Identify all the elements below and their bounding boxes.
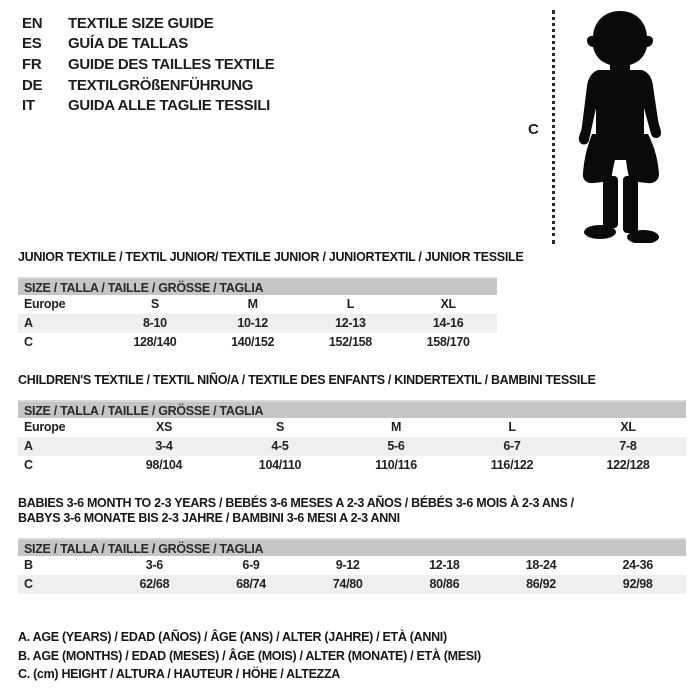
- table-title-line: CHILDREN'S TEXTILE / TEXTIL NIÑO/A / TEXTILE DES ENFANTS / KINDERTEXTIL / BAMBINI TESSILE: [18, 373, 596, 387]
- table-header-bar: SIZE / TALLA / TAILLE / GRÖSSE / TAGLIA: [18, 538, 686, 556]
- legend-notes: [18, 628, 481, 684]
- table-cell: 122/128: [606, 458, 650, 472]
- table-cell: 92/98: [622, 577, 653, 591]
- row-label: C: [24, 335, 33, 349]
- table-cell: S: [150, 297, 159, 311]
- legend-note-line: B. AGE (MONTHS) / EDAD (MESES) / ÂGE (MOIS) / ALTER (MONATE) / ETÀ (MESI): [18, 648, 481, 663]
- table-cell: 98/104: [145, 458, 183, 472]
- height-measure-label: C: [528, 121, 539, 138]
- language-title: GUIDE DES TAILLES TEXTILE: [68, 55, 275, 73]
- size-table: [18, 400, 686, 475]
- table-cell: XL: [440, 297, 456, 311]
- table-cell: 68/74: [236, 577, 266, 591]
- table-cell: M: [390, 420, 402, 434]
- table-cell: 3-6: [145, 558, 163, 572]
- table-cell: 12-18: [429, 558, 460, 572]
- language-row: [22, 13, 274, 34]
- language-list: [22, 13, 274, 116]
- table-row: [18, 556, 686, 575]
- table-cell: 62/68: [139, 577, 170, 591]
- table-row: [18, 314, 497, 333]
- table-cell: 104/110: [258, 458, 302, 472]
- row-label: C: [24, 458, 33, 472]
- table-title: [18, 373, 686, 388]
- language-title: TEXTILGRÖßENFÜHRUNG: [68, 76, 254, 94]
- table-cell: S: [275, 420, 285, 434]
- table-cell: XS: [155, 420, 173, 434]
- row-label: Europe: [24, 420, 66, 434]
- language-row: [22, 34, 274, 55]
- table-cell: 3-4: [155, 439, 173, 453]
- table-cell: XL: [620, 420, 636, 434]
- size-table: [18, 538, 686, 594]
- language-row: [22, 95, 274, 116]
- baby-silhouette-icon: [558, 8, 683, 243]
- table-cell: 128/140: [133, 335, 177, 349]
- table-title-line: BABYS 3-6 MONATE BIS 2-3 JAHRE / BAMBINI 3-6 MESI A 2-3 ANNI: [18, 511, 400, 525]
- table-cell: 4-5: [271, 439, 289, 453]
- language-code: EN: [22, 14, 43, 32]
- table-cell: 6-9: [242, 558, 260, 572]
- table-cell: 12-13: [335, 316, 366, 330]
- row-label: Europe: [24, 297, 66, 311]
- language-code: ES: [22, 35, 42, 53]
- table-row: [18, 418, 686, 437]
- language-title: GUÍA DE TALLAS: [68, 35, 188, 53]
- table-cell: 158/170: [426, 335, 470, 349]
- language-code: FR: [22, 55, 42, 73]
- table-title-line: JUNIOR TEXTILE / TEXTIL JUNIOR/ TEXTILE JUNIOR / JUNIORTEXTIL / JUNIOR TESSILE: [18, 250, 524, 264]
- table-cell: L: [508, 420, 516, 434]
- table-cell: 6-7: [503, 439, 521, 453]
- table-header-bar: SIZE / TALLA / TAILLE / GRÖSSE / TAGLIA: [18, 400, 686, 418]
- language-row: [22, 54, 274, 75]
- row-label: A: [24, 316, 33, 330]
- table-cell: 86/92: [526, 577, 556, 591]
- language-code: DE: [22, 76, 43, 94]
- table-title: [18, 250, 686, 265]
- table-cell: 24-36: [622, 558, 653, 572]
- table-title: [18, 496, 686, 526]
- table-cell: 74/80: [332, 577, 363, 591]
- table-title-line: BABIES 3-6 MONTH TO 2-3 YEARS / BEBÉS 3-6 MESES A 2-3 AÑOS / BÉBÉS 3-6 MOIS À 2-3 ANS /: [18, 496, 574, 510]
- table-cell: 116/122: [490, 458, 534, 472]
- table-row: [18, 456, 686, 475]
- table-cell: M: [247, 297, 258, 311]
- language-row: [22, 75, 274, 96]
- table-cell: 10-12: [237, 316, 268, 330]
- size-tables-section: [18, 250, 686, 615]
- table-cell: 9-12: [335, 558, 360, 572]
- table-cell: 152/158: [328, 335, 372, 349]
- table-row: [18, 575, 686, 594]
- table-cell: 80/86: [429, 577, 460, 591]
- height-measure-dotted-line: [552, 10, 555, 244]
- table-cell: L: [346, 297, 355, 311]
- legend-note-line: C. (cm) HEIGHT / ALTURA / HAUTEUR / HÖHE / ALTEZZA: [18, 667, 341, 681]
- legend-note-line: A. AGE (YEARS) / EDAD (AÑOS) / ÂGE (ANS) / ALTER (JAHRE) / ETÀ (ANNI): [18, 630, 447, 644]
- table-cell: 8-10: [142, 316, 167, 330]
- size-table: [18, 277, 497, 352]
- row-label: B: [24, 558, 33, 572]
- table-row: [18, 295, 497, 314]
- table-header-bar: SIZE / TALLA / TAILLE / GRÖSSE / TAGLIA: [18, 277, 497, 295]
- table-cell: 110/116: [375, 458, 417, 472]
- table-cell: 18-24: [525, 558, 557, 572]
- row-label: A: [24, 439, 33, 453]
- table-cell: 7-8: [619, 439, 637, 453]
- language-title: TEXTILE SIZE GUIDE: [68, 14, 214, 32]
- table-cell: 140/152: [231, 335, 275, 349]
- table-row: [18, 333, 497, 352]
- table-cell: 5-6: [387, 439, 405, 453]
- language-title: GUIDA ALLE TAGLIE TESSILI: [68, 97, 270, 115]
- row-label: C: [24, 577, 33, 591]
- language-code: IT: [22, 97, 35, 115]
- table-cell: 14-16: [432, 316, 464, 330]
- table-row: [18, 437, 686, 456]
